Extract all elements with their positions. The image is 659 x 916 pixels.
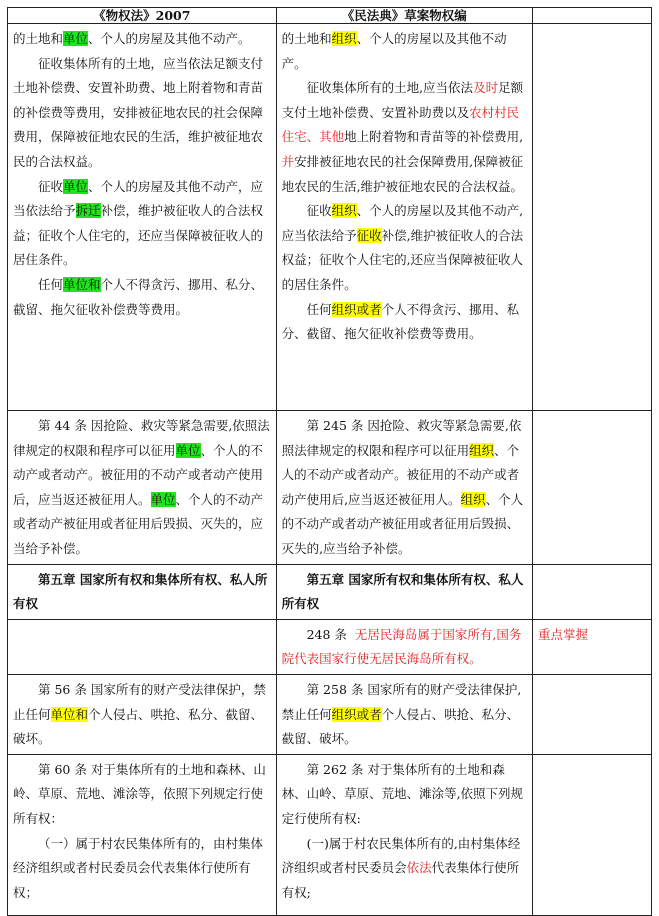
cell-note: [532, 754, 651, 915]
highlight-green: 单位: [175, 442, 201, 458]
header-row: [8, 8, 652, 24]
red-text: 农村村民住宅、其他: [281, 104, 520, 145]
paragraph: （一）属于村农民集体所有的，由村集体经济组织或者村民委员会代表集体行使所有权；: [13, 835, 264, 900]
table-row: [8, 754, 652, 915]
table-row: [8, 619, 652, 674]
paragraph: 第 44 条 因抢险、救灾等紧急需要,依照法律规定的权限和程序可以征用单位、个人的不动产或者动产。被征用的不动产或者动产使用后，应当返还被征用人。单位、个人的不动产或者动产被征用或者征用后毁损、灭失的，应当给予补偿。: [13, 418, 270, 556]
highlight-green: 拆迁: [75, 203, 101, 219]
header-civil-code-draft: 《民法典》草案物权编: [276, 8, 532, 24]
highlight-yellow: 组织: [460, 491, 486, 507]
red-text: 依法: [406, 860, 432, 876]
highlight-yellow: 组织: [331, 203, 357, 219]
highlight-green: 单位: [150, 491, 176, 507]
paragraph: 第 60 条 对于集体所有的土地和森林、山岭、草原、荒地、滩涂等，依照下列规定行使所有权：: [13, 761, 266, 826]
highlight-yellow: 组织: [469, 442, 495, 458]
cell-left: [8, 24, 277, 411]
paragraph: 征收集体所有的土地,应当依法及时足额支付土地补偿费、安置补助费以及农村村民住宅、其他地上附着物和青苗等的补偿费用,并安排被征地农民的社会保障费用,保障被征地农民的生活,维护被征地农民的合法权益。: [281, 80, 524, 194]
paragraph: 的土地和单位、个人的房屋及其他不动产。: [13, 31, 251, 46]
chapter-heading-left: 第五章 国家所有权和集体所有权、私人所有权: [8, 564, 277, 619]
key-point-note: 重点掌握: [537, 626, 588, 642]
highlight-yellow: 组织或者: [331, 706, 382, 722]
cell-left: [8, 754, 277, 915]
paragraph: 征收集体所有的土地，应当依法足额支付土地补偿费、安置补助费、地上附着物和青苗的补偿费等费用，安排被征地农民的社会保障费用，保障被征地农民的生活，维护被征地农民的合法权益。: [13, 55, 264, 169]
chapter-heading-right: 第五章 国家所有权和集体所有权、私人所有权: [276, 564, 532, 619]
cell-note: [532, 411, 651, 565]
comparison-table: [7, 7, 652, 916]
highlight-green: 单位: [63, 178, 89, 194]
paragraph: 的土地和组织、个人的房屋以及其他不动产。: [281, 31, 507, 71]
highlight-green: 单位: [63, 31, 89, 46]
red-text: 及时: [473, 80, 499, 96]
table-row: [8, 674, 652, 754]
header-property-law: 《物权法》2007: [8, 8, 277, 24]
paragraph: 任何单位和个人不得贪污、挪用、私分、截留、拖欠征收补偿费等费用。: [13, 276, 264, 317]
paragraph: 任何组织或者个人不得贪污、挪用、私分、截留、拖欠征收补偿费等费用。: [281, 301, 520, 342]
cell-left: [8, 619, 277, 674]
paragraph: 第 56 条 国家所有的财产受法律保护，禁止任何单位和个人侵占、哄抢、私分、截留、破坏。: [13, 681, 266, 747]
highlight-yellow: 单位和: [50, 706, 89, 722]
highlight-yellow: 组织: [331, 31, 357, 46]
cell-right: [276, 674, 532, 754]
cell-right: [276, 24, 532, 411]
cell-right: [276, 619, 532, 674]
cell-note: [532, 674, 651, 754]
table-row: [8, 24, 652, 411]
highlight-yellow: 征收: [356, 227, 382, 243]
cell-left: [8, 411, 277, 565]
red-text: 并: [281, 153, 295, 169]
highlight-yellow: 组织或者: [331, 301, 382, 317]
cell-right: [276, 411, 532, 565]
paragraph: 第 258 条 国家所有的财产受法律保护,禁止任何组织或者个人侵占、哄抢、私分、截留、破坏。: [281, 681, 522, 747]
chapter-row: [8, 564, 652, 619]
cell-note: [532, 24, 651, 411]
paragraph: 第 245 条 因抢险、救灾等紧急需要,依照法律规定的权限和程序可以征用组织、个人的不动产或者动产。被征用的不动产或者动产使用后,应当返还被征用人。组织、个人的不动产或者动产被征用或者征用后毁损、灭失的,应当给予补偿。: [281, 418, 524, 556]
paragraph: 征收组织、个人的房屋以及其他不动产,应当依法给予征收补偿,维护被征收人的合法权益；征收个人住宅的,还应当保障被征收人的居住条件。: [281, 203, 524, 292]
cell-left: [8, 674, 277, 754]
paragraph: (一)属于村农民集体所有的,由村集体经济组织或者村民委员会依法代表集体行使所有权;: [281, 835, 521, 900]
paragraph: 248 条 无居民海岛属于国家所有,国务院代表国家行使无居民海岛所有权。: [281, 626, 522, 667]
paragraph: 第 262 条 对于集体所有的土地和森林、山岭、草原、荒地、滩涂等,依照下列规定行使所有权:: [281, 761, 524, 826]
header-notes: [532, 8, 651, 24]
paragraph: 征收单位、个人的房屋及其他不动产，应当依法给予拆迁补偿，维护被征收人的合法权益；征收个人住宅的，还应当保障被征收人的居住条件。: [13, 178, 264, 268]
cell-right: [276, 754, 532, 915]
cell-note: [532, 564, 651, 619]
red-text: 无居民海岛属于国家所有,国务院代表国家行使无居民海岛所有权。: [281, 626, 522, 667]
cell-note: [532, 619, 651, 674]
table-row: [8, 411, 652, 565]
highlight-green: 单位和: [63, 276, 101, 292]
